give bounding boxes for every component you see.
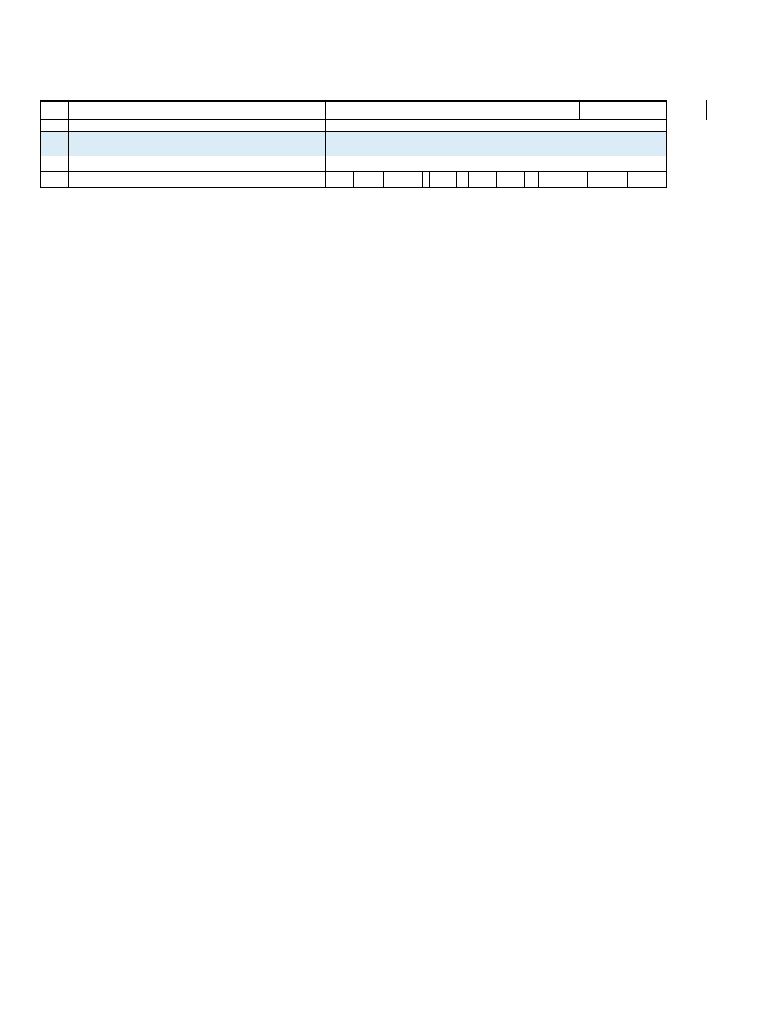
header-volume (325, 100, 579, 116)
table-row (40, 100, 666, 120)
table-row (40, 156, 666, 172)
header-no (40, 100, 68, 116)
table-row (40, 172, 666, 188)
header-uraian (68, 100, 325, 116)
table-row (40, 120, 666, 132)
group-title (70, 156, 320, 172)
table-row (40, 132, 666, 156)
header-satuan (579, 100, 666, 116)
group-letter (46, 156, 66, 172)
